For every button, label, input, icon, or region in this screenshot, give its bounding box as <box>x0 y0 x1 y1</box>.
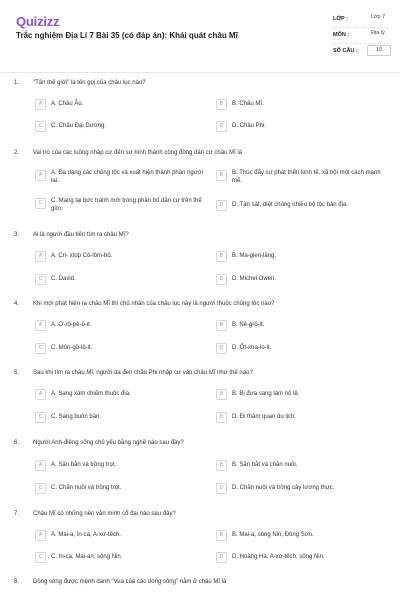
option-b[interactable] <box>216 251 386 266</box>
option-text: B. Bị đưa sang làm nô lệ. <box>232 391 300 397</box>
worksheet-header <box>0 0 400 73</box>
option-c[interactable] <box>35 196 210 216</box>
option-text: C. In-ca, Mai-an, sông Nin. <box>51 554 123 560</box>
question-number: 7. <box>14 511 20 517</box>
option-c[interactable] <box>35 412 195 427</box>
option-letter-badge: A <box>35 389 46 400</box>
option-text: C. Sang buôn bán. <box>51 414 102 420</box>
option-b[interactable] <box>216 320 386 335</box>
option-text: B. Ma-gien-lăng. <box>232 253 277 259</box>
option-a[interactable] <box>35 460 195 475</box>
option-letter-badge: C <box>35 552 46 563</box>
question-number: 8. <box>14 579 20 585</box>
option-d[interactable] <box>216 274 386 289</box>
option-text: C. David. <box>51 276 76 282</box>
option-text: C. Chăn nuôi và trồng trọt. <box>51 485 122 491</box>
option-letter-badge: B <box>216 460 227 471</box>
meta-label-question-count: SỐ CÂU : <box>333 48 358 54</box>
option-d[interactable] <box>216 483 391 498</box>
option-text: B. Châu Mĩ. <box>232 101 264 107</box>
option-c[interactable] <box>35 552 195 567</box>
option-text: A. Châu Âu. <box>51 101 84 107</box>
option-b[interactable] <box>216 460 386 475</box>
option-text: A. Săn bắn và trồng trọt. <box>51 462 117 468</box>
option-letter-badge: B <box>216 99 227 110</box>
option-d[interactable] <box>216 200 391 215</box>
meta-divider <box>333 27 389 28</box>
option-letter-badge: D <box>216 200 227 211</box>
question-text: "Tân thế giới" là tên gọi của châu lục nào? <box>33 80 146 86</box>
option-letter-badge: C <box>35 121 46 132</box>
option-letter-badge: A <box>35 530 46 541</box>
question-text: Dòng sông được mệnh danh "Vua của các dòng sông" nằm ở châu Mĩ là <box>33 579 227 585</box>
option-letter-badge: D <box>216 412 227 423</box>
meta-value-subject: Địa lý <box>371 30 385 36</box>
option-text: D. Đi thăm quan du lịch. <box>232 414 297 420</box>
option-d[interactable] <box>216 343 386 358</box>
option-letter-badge: C <box>35 412 46 423</box>
question-number: 1. <box>14 80 20 86</box>
option-letter-badge: C <box>35 198 46 209</box>
option-text: D. Tàn sát, diệt chủng nhiều bộ tộc bản địa. <box>232 202 348 208</box>
option-d[interactable] <box>216 412 386 427</box>
option-text: D. Châu Phi. <box>232 123 267 129</box>
option-b[interactable] <box>216 389 386 404</box>
question-text: Người Anh-điêng sống chủ yếu bằng nghề nào sau đây? <box>33 440 184 446</box>
option-letter-badge: C <box>35 343 46 354</box>
question-text: Ai là người đầu tiên tìm ra châu Mĩ? <box>33 232 129 238</box>
option-text: A. Sang xâm chiếm thuộc địa. <box>51 391 131 397</box>
option-text: A. Đa dạng các chủng tộc và xuất hiện thành phần người lai. <box>51 170 204 184</box>
question-text: Vai trò của các luồng nhập cư đến sự hình thành cộng đồng dân cư châu Mĩ là <box>33 150 243 156</box>
question-number: 3. <box>14 232 20 238</box>
option-text: C. Môn-gô-lô-it. <box>51 345 93 351</box>
option-d[interactable] <box>216 121 386 136</box>
option-text: B. Săn bắt và chăn nuôi. <box>232 462 298 468</box>
option-letter-badge: D <box>216 552 227 563</box>
question-number: 2. <box>14 150 20 156</box>
option-a[interactable] <box>35 389 195 404</box>
option-text: D. Hoàng Hà, A-xơ-têch, sông Nin. <box>232 554 325 560</box>
question-number: 4. <box>14 301 20 307</box>
option-c[interactable] <box>35 121 195 136</box>
option-letter-badge: B <box>216 170 227 181</box>
option-text: C. Mang lại bức tranh mới trong phân bố dân cư trên thế giới. <box>51 198 202 212</box>
option-letter-badge: A <box>35 460 46 471</box>
option-text: B. Thúc đẩy sự phát triển kinh tế, xã hội một cách mạnh mẽ. <box>232 170 381 184</box>
option-a[interactable] <box>35 320 195 335</box>
option-text: B. Mai-a, sông Nin, Đông Sơn. <box>232 532 314 538</box>
option-letter-badge: A <box>35 320 46 331</box>
option-a[interactable] <box>35 99 195 114</box>
option-b[interactable] <box>216 99 386 114</box>
option-text: A. Cri- xtop Cô-lôm-bô. <box>51 253 113 259</box>
option-text: D. Chăn nuôi và trồng cây lương thực. <box>232 485 335 491</box>
option-letter-badge: D <box>216 483 227 494</box>
option-text: C. Châu Đại Dương. <box>51 123 106 129</box>
worksheet-title: Trắc nghiệm Địa Lí 7 Bài 35 (có đáp án): Khái quát châu Mĩ <box>16 31 238 40</box>
option-c[interactable] <box>35 483 195 498</box>
option-c[interactable] <box>35 343 195 358</box>
option-letter-badge: A <box>35 99 46 110</box>
option-a[interactable] <box>35 168 210 188</box>
question-text: Khi mới phát hiện ra châu Mĩ thì chủ nhân của châu lục này là người thuộc chủng tộc nào? <box>33 301 275 307</box>
option-c[interactable] <box>35 274 195 289</box>
option-letter-badge: C <box>35 274 46 285</box>
option-text: B. Nê-grô-it. <box>232 322 265 328</box>
option-letter-badge: A <box>35 251 46 262</box>
meta-divider <box>333 43 389 44</box>
option-letter-badge: D <box>216 274 227 285</box>
option-a[interactable] <box>35 251 195 266</box>
meta-label-grade: LỚP : <box>333 16 348 22</box>
option-b[interactable] <box>216 168 391 188</box>
question-number: 5. <box>14 370 20 376</box>
question-text: Sau khi tìm ra châu Mĩ, người da đen châu Phi nhập cư vào châu Mĩ như thế nào? <box>33 370 253 376</box>
option-letter-badge: D <box>216 343 227 354</box>
option-a[interactable] <box>35 530 195 545</box>
option-text: D. Michel Owen. <box>232 276 277 282</box>
option-text: A. Ơ-rô-pê-ô-it. <box>51 322 92 328</box>
option-letter-badge: B <box>216 320 227 331</box>
option-letter-badge: A <box>35 170 46 181</box>
option-letter-badge: D <box>216 121 227 132</box>
option-letter-badge: C <box>35 483 46 494</box>
meta-value-grade: Lớp 7 <box>370 14 386 20</box>
meta-value-question-count: 10 <box>367 45 391 56</box>
option-text: A. Mai-a, In-ca, A-xơ-têch. <box>51 532 121 538</box>
option-letter-badge: B <box>216 530 227 541</box>
option-letter-badge: B <box>216 251 227 262</box>
option-d[interactable] <box>216 552 391 567</box>
option-text: D. Ốt-xtra-lo-it. <box>232 345 272 351</box>
option-b[interactable] <box>216 530 386 545</box>
question-text: Châu Mĩ có những nền văn minh cổ đại nào sau đây? <box>33 511 176 517</box>
question-number: 6. <box>14 440 20 446</box>
option-letter-badge: B <box>216 389 227 400</box>
meta-label-subject: MÔN : <box>333 32 350 38</box>
quizizz-logo[interactable]: Quizizz <box>16 14 60 29</box>
